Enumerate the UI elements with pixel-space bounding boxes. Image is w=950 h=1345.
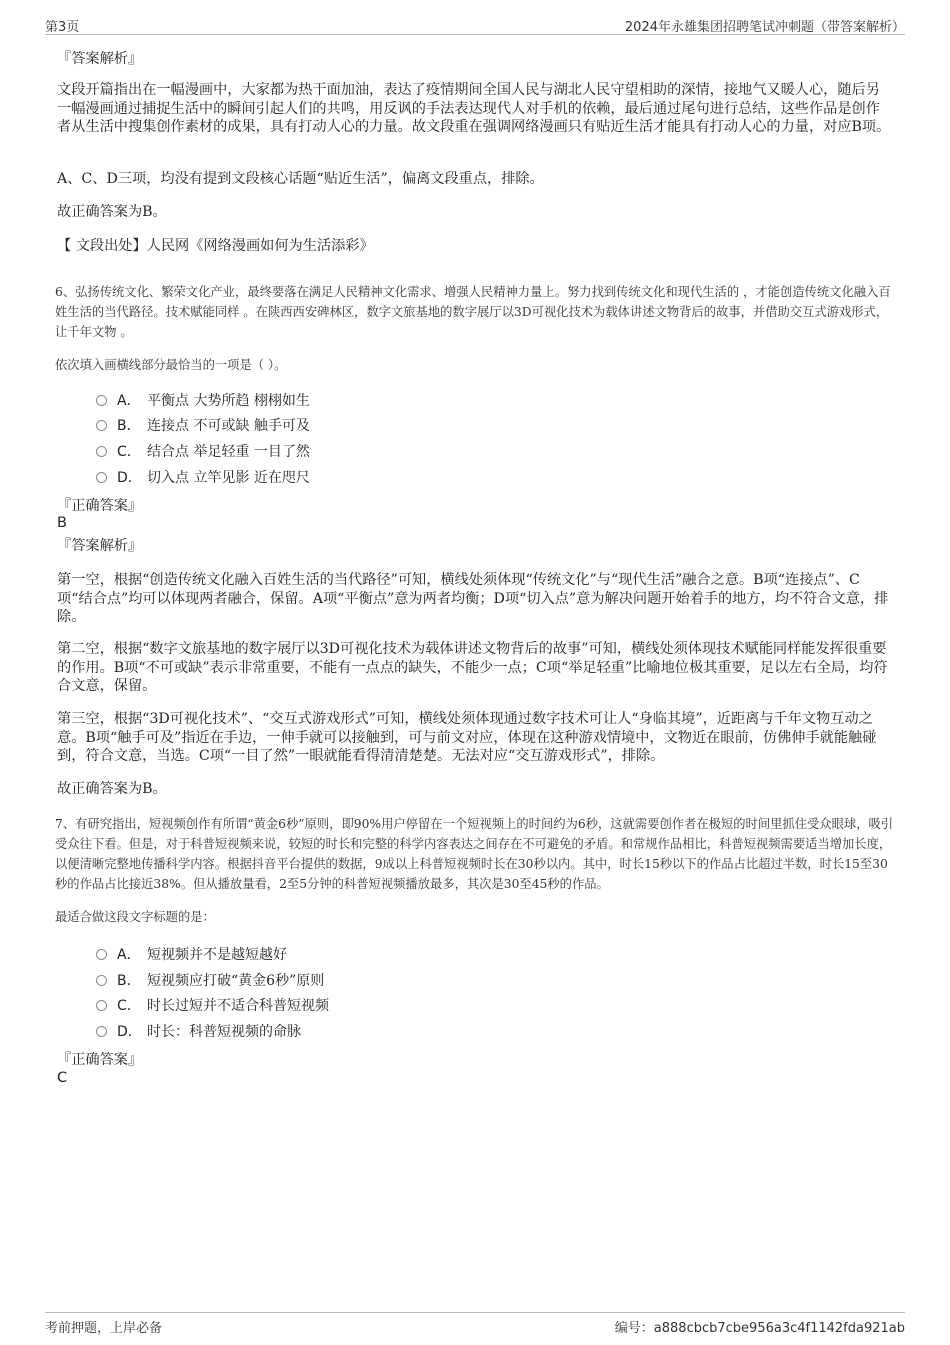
analysis-paragraph: A、C、D三项，均没有提到文段核心话题“贴近生活”，偏离文段重点，排除。 [57,171,544,187]
radio-icon[interactable] [96,472,107,483]
radio-icon[interactable] [96,446,107,457]
radio-icon[interactable] [96,420,107,431]
option-b[interactable]: B． 短视频应打破“黄金6秒”原则 [96,971,324,991]
option-c[interactable]: C． 时长过短并不适合科普短视频 [96,996,329,1016]
option-b[interactable]: B． 连接点 不可或缺 触手可及 [96,416,310,436]
answer-heading: 『正确答案』 [57,1052,143,1068]
option-d[interactable]: D． 切入点 立竿见影 近在咫尺 [96,468,310,488]
page-footer [45,1312,905,1339]
analysis-paragraph: 文段开篇指出在一幅漫画中，大家都为热干面加油，表达了疫情期间全国人民与湖北人民守望相助的深情，接地气又暖人心，随后另一幅漫画通过捕捉生活中的瞬间引起人们的共鸣，用反讽的手法表达现代人对手机的依赖，最后通过尾句进行总结，这些作品是创作者从生活中搜集创作素材的成果，具有打动人心的力量。故文段重在强调网络漫画只有贴近生活才能具有打动人心的力量，对应B项。 [57,82,891,135]
radio-icon[interactable] [96,1000,107,1011]
question-stem: 6、弘扬传统文化、繁荣文化产业，最终要落在满足人民精神文化需求、增强人民精神力量上。努力找到传统文化和现代生活的 ，才能创造传统文化融入百姓生活的当代路径。技术赋能同样 。在陕西西安碑林区，数字文旅基地的数字展厅以3D可视化技术为载体讲述文物背后的故事，并借助交互式游戏形式，让千年文物 。 [55,285,891,339]
radio-icon[interactable] [96,949,107,960]
analysis-paragraph: 第二空，根据“数字文旅基地的数字展厅以3D可视化技术为载体讲述文物背后的故事”可知，横线处须体现技术赋能同样能发挥很重要的作用。B项“不可或缺”表示非常重要，不能有一点点的缺失，不能少一点；C项“举足轻重”比喻地位极其重要，足以左右全局，均符合文意，保留。 [57,641,888,694]
source-note: 【 文段出处】人民网《网络漫画如何为生活添彩》 [57,238,374,254]
correct-answer: C [57,1070,68,1086]
document-title: 2024年永雄集团招聘笔试冲刺题（带答案解析） [624,20,905,35]
footer-slogan: 考前押题，上岸必备 [45,1321,163,1336]
radio-icon[interactable] [96,395,107,406]
page-header [45,14,905,35]
page-number: 第3页 [45,20,80,35]
question-stem: 7、有研究指出，短视频创作有所谓“黄金6秒”原则，即90%用户停留在一个短视频上的时间约为6秒，这就需要创作者在极短的时间里抓住受众眼球，吸引受众往下看。但是，对于科普短视频来说，较短的时长和完整的科学内容表达之间存在不可避免的矛盾。和常规作品相比，科普短视频需要适当增加长度，以便清晰完整地传播科学内容。根据抖音平台提供的数据，9成以上科普短视频时长在30秒以内。其中，时长15秒以下的作品占比超过半数，时长15至30秒的作品占比接近38%。但从播放量看，2至5分钟的科普短视频播放最多，其次是30至45秒的作品。 [55,817,894,891]
correct-answer-statement: 故正确答案为B。 [57,204,167,220]
question-prompt: 最适合做这段文字标题的是： [55,910,215,924]
correct-answer: B [57,515,67,531]
document-id: 编号：a888cbcb7cbe956a3c4f1142fda921ab [614,1321,905,1336]
analysis-heading: 『答案解析』 [57,538,143,554]
answer-heading: 『正确答案』 [57,498,143,514]
option-a[interactable]: A． 平衡点 大势所趋 栩栩如生 [96,391,310,411]
radio-icon[interactable] [96,975,107,986]
analysis-paragraph: 第三空，根据“3D可视化技术”、“交互式游戏形式”可知，横线处须体现通过数字技术可让人“身临其境”，近距离与千年文物互动之意。B项“触手可及”指近在手边，一伸手就可以接触到，可与前文对应，体现在这种游戏情境中，文物近在眼前，仿佛伸手就能触碰到，符合文意，当选。C项“一目了然”一眼就能看得清清楚楚。无法对应“交互游戏形式”，排除。 [57,711,877,764]
analysis-heading: 『答案解析』 [57,51,143,67]
option-a[interactable]: A． 短视频并不是越短越好 [96,945,287,965]
option-d[interactable]: D． 时长：科普短视频的命脉 [96,1022,301,1042]
question-prompt: 依次填入画横线部分最恰当的一项是（ ）。 [55,358,287,372]
option-c[interactable]: C． 结合点 举足轻重 一目了然 [96,442,310,462]
correct-answer-statement: 故正确答案为B。 [57,781,167,797]
radio-icon[interactable] [96,1026,107,1037]
analysis-paragraph: 第一空，根据“创造传统文化融入百姓生活的当代路径”可知，横线处须体现“传统文化”与“现代生活”融合之意。B项“连接点”、C项“结合点”均可以体现两者融合，保留。A项“平衡点”意为两者均衡；D项“切入点”意为解决问题开始着手的地方，均不符合文意，排除。 [57,572,889,625]
